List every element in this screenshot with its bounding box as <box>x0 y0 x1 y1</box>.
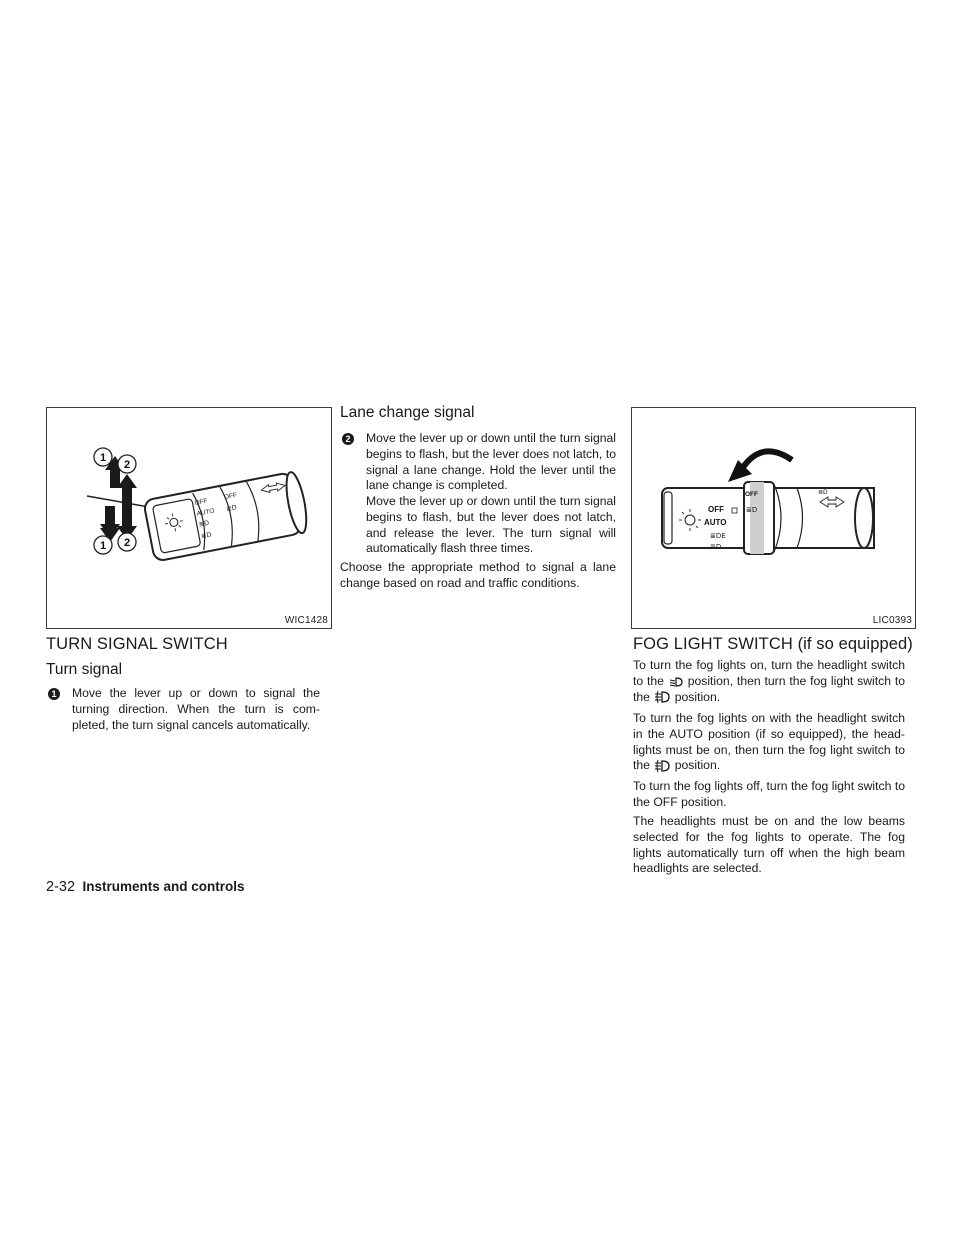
item-number-badge: 1 <box>48 688 60 700</box>
fig-label-auto: AUTO <box>704 518 727 527</box>
item-number-badge: 2 <box>342 433 354 445</box>
fig-label-off-fog: OFF <box>745 491 758 498</box>
fig-label-off: OFF <box>708 505 724 514</box>
fig-label-auto: AUTO <box>196 507 216 518</box>
svg-text:≣DE: ≣DE <box>710 532 726 540</box>
fig-label-off: OFF <box>194 497 209 507</box>
subsection-title-lane-change: Lane change signal <box>340 404 475 421</box>
page-number: 2-32 <box>46 879 76 895</box>
subsection-title-turn-signal: Turn signal <box>46 661 123 678</box>
svg-text:≣D: ≣D <box>818 489 828 496</box>
turn-signal-item-text: Move the lever up or down to signal the turning direction. When the turn is com-pleted, the turn signal cancels automatically. <box>72 686 320 732</box>
section-title-turn-signal-switch: TURN SIGNAL SWITCH <box>46 635 228 653</box>
fig-label-off-fog: OFF <box>223 491 238 502</box>
svg-text:≣D: ≣D <box>200 530 213 541</box>
figure-code: WIC1428 <box>284 615 328 626</box>
fog-paragraph-4: The headlights must be on and the low beams selected for the fog lights to operate. The fog lights automatically turn off when the high beam headlights are selected. <box>633 814 905 876</box>
fog-light-icon <box>653 690 671 704</box>
svg-text:≣D: ≣D <box>225 503 238 514</box>
fog-p2-a: To turn the fog lights on with the headlight switch in the AUTO position (if so equipped), the head-lights must be on, then turn the fog light switch to the <box>633 711 905 773</box>
svg-text:≣D: ≣D <box>710 543 722 551</box>
fig-label-up-1: 1 <box>99 452 107 464</box>
turn-signal-lever-illustration <box>47 408 331 628</box>
page-footer <box>46 878 245 896</box>
fig-label-down-2: 2 <box>123 537 131 549</box>
figure-code: LIC0393 <box>872 615 912 626</box>
fog-p2-b: position. <box>674 758 721 773</box>
fog-p1-b: position, then turn the fog light switch to the <box>633 673 906 704</box>
fog-p1-c: position. <box>674 689 721 704</box>
fig-label-up-2: 2 <box>123 459 131 471</box>
fog-light-icon <box>653 759 671 773</box>
turn-signal-figure <box>46 407 332 629</box>
chapter-title: Instruments and controls <box>82 879 245 894</box>
fog-light-figure <box>631 407 916 629</box>
lane-change-item-text-b: Move the lever up or down until the turn signal begins to flash, but the lever does not latch, and release the lever. The turn signal will automatically flash three times. <box>366 494 616 556</box>
low-beam-headlight-icon <box>668 676 684 688</box>
fog-light-lever-illustration <box>632 408 915 628</box>
fog-paragraph-1 <box>633 658 905 705</box>
fog-paragraph-3: To turn the fog lights off, turn the fog light switch to the OFF position. <box>633 779 905 809</box>
svg-text:≣D: ≣D <box>746 506 758 514</box>
fig-label-down-1: 1 <box>99 540 107 552</box>
fog-p1-a: To turn the fog lights on, turn the headlight switch to the <box>633 658 905 688</box>
fog-paragraph-2 <box>633 711 905 774</box>
section-title-fog-light-switch: FOG LIGHT SWITCH (if so equipped) <box>633 635 913 653</box>
svg-text:≣D: ≣D <box>198 518 210 529</box>
lane-change-paragraph: Choose the appropriate method to signal a lane change based on road and traffic conditions. <box>340 560 616 590</box>
lane-change-item-text-a: Move the lever up or down until the turn signal begins to flash, but the lever does not latch, to signal a lane change. Hold the lever until the lane change is completed. <box>366 431 616 493</box>
